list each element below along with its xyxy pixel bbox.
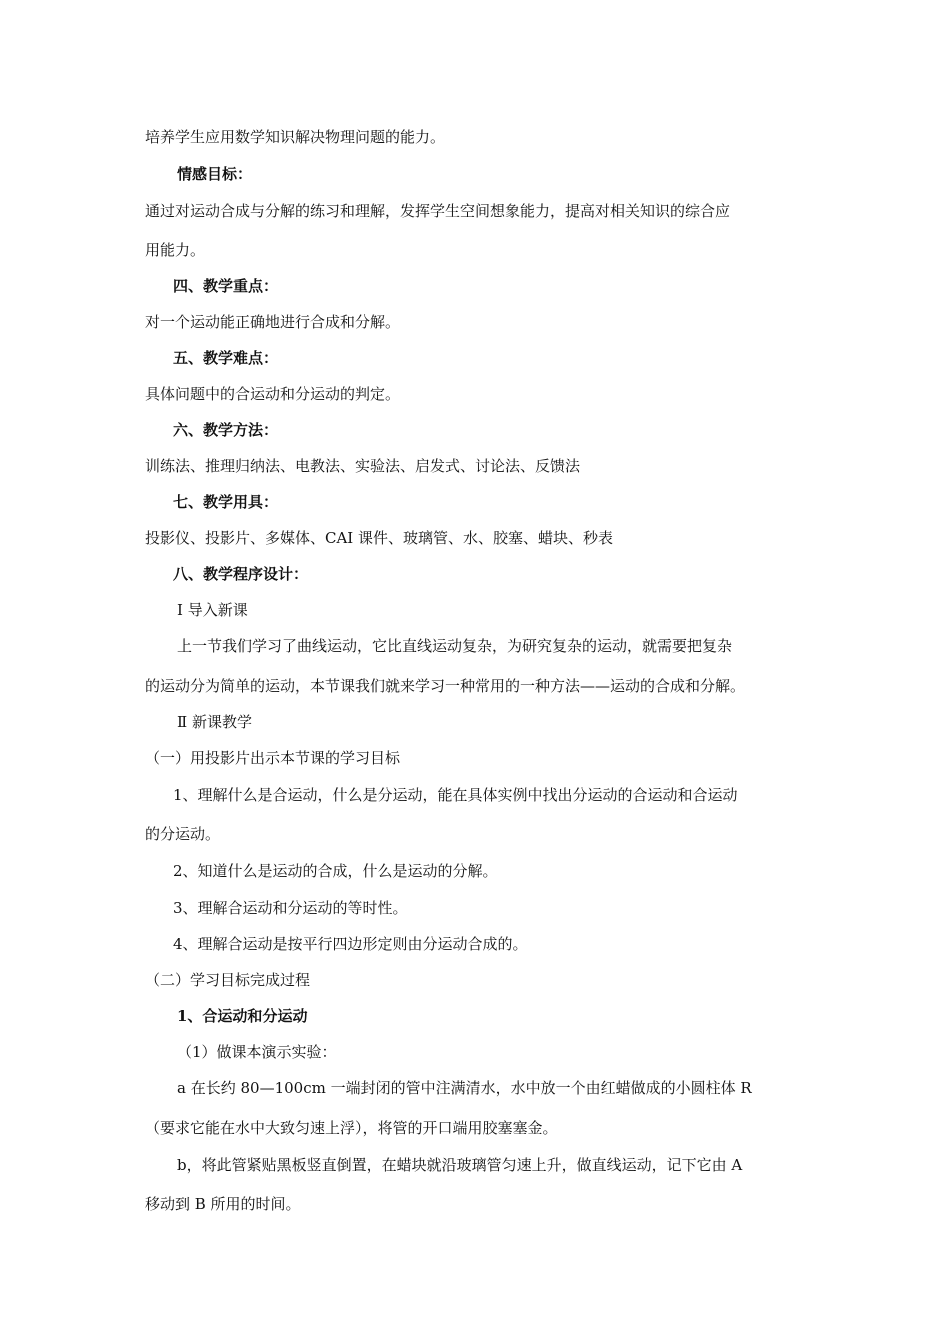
section-heading: 七、教学用具： [173,493,279,511]
text-line: 用能力。 [145,241,206,259]
text-line: （要求它能在水中大致匀速上浮），将管的开口端用胶塞塞金。 [145,1119,558,1137]
subsection-heading: Ⅱ 新课教学 [177,713,252,731]
text-line: 的分运动。 [145,825,221,843]
text-line: 培养学生应用数学知识解决物理问题的能力。 [145,128,446,146]
section-heading: 八、教学程序设计： [173,565,309,583]
text-line: 的运动分为简单的运动，本节课我们就来学习一种常用的一种方法——运动的合成和分解。 [145,677,746,695]
text-line: 通过对运动合成与分解的练习和理解，发挥学生空间想象能力，提高对相关知识的综合应 [145,202,731,220]
text-line: （二）学习目标完成过程 [145,971,311,989]
list-item: 1、理解什么是合运动，什么是分运动，能在具体实例中找出分运动的合运动和合运动 [173,786,738,804]
list-item: 4、理解合运动是按平行四边形定则由分运动合成的。 [173,935,528,953]
text-line: 对一个运动能正确地进行合成和分解。 [145,313,401,331]
text-line: 投影仪、投影片、多媒体、CAI 课件、玻璃管、水、胶塞、蜡块、秒表 [145,529,614,547]
text-line: 具体问题中的合运动和分运动的判定。 [145,385,401,403]
text-line: （1）做课本演示实验： [177,1043,337,1061]
text-line: 训练法、推理归纳法、电教法、实验法、启发式、讨论法、反馈法 [145,457,581,475]
section-heading: 四、教学重点： [173,277,279,295]
text-line: 移动到 B 所用的时间。 [145,1195,301,1213]
text-line: 上一节我们学习了曲线运动，它比直线运动复杂，为研究复杂的运动，就需要把复杂 [177,637,733,655]
text-line: b，将此管紧贴黑板竖直倒置，在蜡块就沿玻璃管匀速上升，做直线运动，记下它由 A [177,1156,743,1174]
subsection-heading: Ⅰ 导入新课 [177,601,248,619]
list-item: 3、理解合运动和分运动的等时性。 [173,899,408,917]
text-line: （一）用投影片出示本节课的学习目标 [145,749,401,767]
text-line: a 在长约 80—100cm 一端封闭的管中注满清水，水中放一个由红蜡做成的小圆柱体 R [177,1079,752,1097]
section-heading: 六、教学方法： [173,421,279,439]
section-heading: 1、合运动和分运动 [177,1007,308,1025]
list-item: 2、知道什么是运动的合成，什么是运动的分解。 [173,862,498,880]
section-heading: 情感目标： [177,165,253,183]
section-heading: 五、教学难点： [173,349,279,367]
